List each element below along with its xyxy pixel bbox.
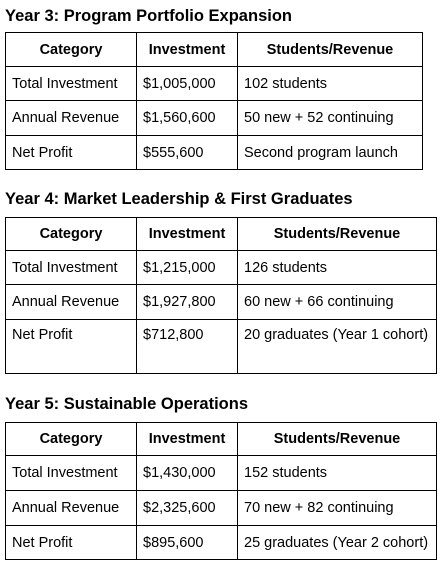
table-row (6, 285, 437, 320)
header-category: Category (6, 33, 137, 67)
cell-students-revenue: 25 graduates (Year 2 cohort) (238, 526, 437, 560)
cell-category: Annual Revenue (6, 285, 137, 320)
cell-students-revenue: 50 new + 52 continuing (238, 101, 423, 136)
cell-students-revenue: 60 new + 66 continuing (238, 285, 437, 320)
cell-category: Total Investment (6, 67, 137, 101)
header-students-revenue: Students/Revenue (238, 218, 437, 251)
section-title: Year 3: Program Portfolio Expansion (5, 7, 292, 25)
header-investment: Investment (137, 33, 238, 67)
cell-investment: $1,430,000 (137, 456, 238, 491)
cell-category: Net Profit (6, 320, 137, 374)
section-year-4 (5, 189, 437, 374)
table-row (6, 251, 437, 285)
cell-category: Total Investment (6, 251, 137, 285)
header-category: Category (6, 423, 137, 456)
table-row (6, 320, 437, 374)
header-investment: Investment (137, 218, 238, 251)
year-4-table (5, 217, 437, 374)
cell-category: Annual Revenue (6, 101, 137, 136)
table-row (6, 491, 437, 526)
year-5-table (5, 422, 437, 560)
cell-students-revenue: 102 students (238, 67, 423, 101)
table-header-row (6, 218, 437, 251)
cell-students-revenue: 70 new + 82 continuing (238, 491, 437, 526)
section-title: Year 5: Sustainable Operations (5, 395, 249, 413)
header-category: Category (6, 218, 137, 251)
table-row (6, 101, 423, 136)
cell-category: Annual Revenue (6, 491, 137, 526)
cell-investment: $1,560,600 (137, 101, 238, 136)
cell-investment: $1,005,000 (137, 67, 238, 101)
table-header-row (6, 423, 437, 456)
cell-investment: $1,927,800 (137, 285, 238, 320)
table-row (6, 526, 437, 560)
header-students-revenue: Students/Revenue (238, 423, 437, 456)
cell-category: Net Profit (6, 136, 137, 170)
cell-investment: $712,800 (137, 320, 238, 374)
cell-investment: $895,600 (137, 526, 238, 560)
cell-category: Total Investment (6, 456, 137, 491)
section-title: Year 4: Market Leadership & First Graduates (5, 190, 353, 208)
table-row (6, 456, 437, 491)
cell-students-revenue: 20 graduates (Year 1 cohort) (238, 320, 437, 374)
cell-investment: $555,600 (137, 136, 238, 170)
table-row (6, 136, 423, 170)
cell-investment: $2,325,600 (137, 491, 238, 526)
cell-students-revenue: 152 students (238, 456, 437, 491)
cell-students-revenue: Second program launch (238, 136, 423, 170)
header-students-revenue: Students/Revenue (238, 33, 423, 67)
header-investment: Investment (137, 423, 238, 456)
cell-category: Net Profit (6, 526, 137, 560)
table-header-row (6, 33, 423, 67)
section-year-3 (5, 6, 423, 170)
cell-investment: $1,215,000 (137, 251, 238, 285)
section-year-5 (5, 394, 437, 560)
year-3-table (5, 32, 423, 170)
cell-students-revenue: 126 students (238, 251, 437, 285)
table-row (6, 67, 423, 101)
